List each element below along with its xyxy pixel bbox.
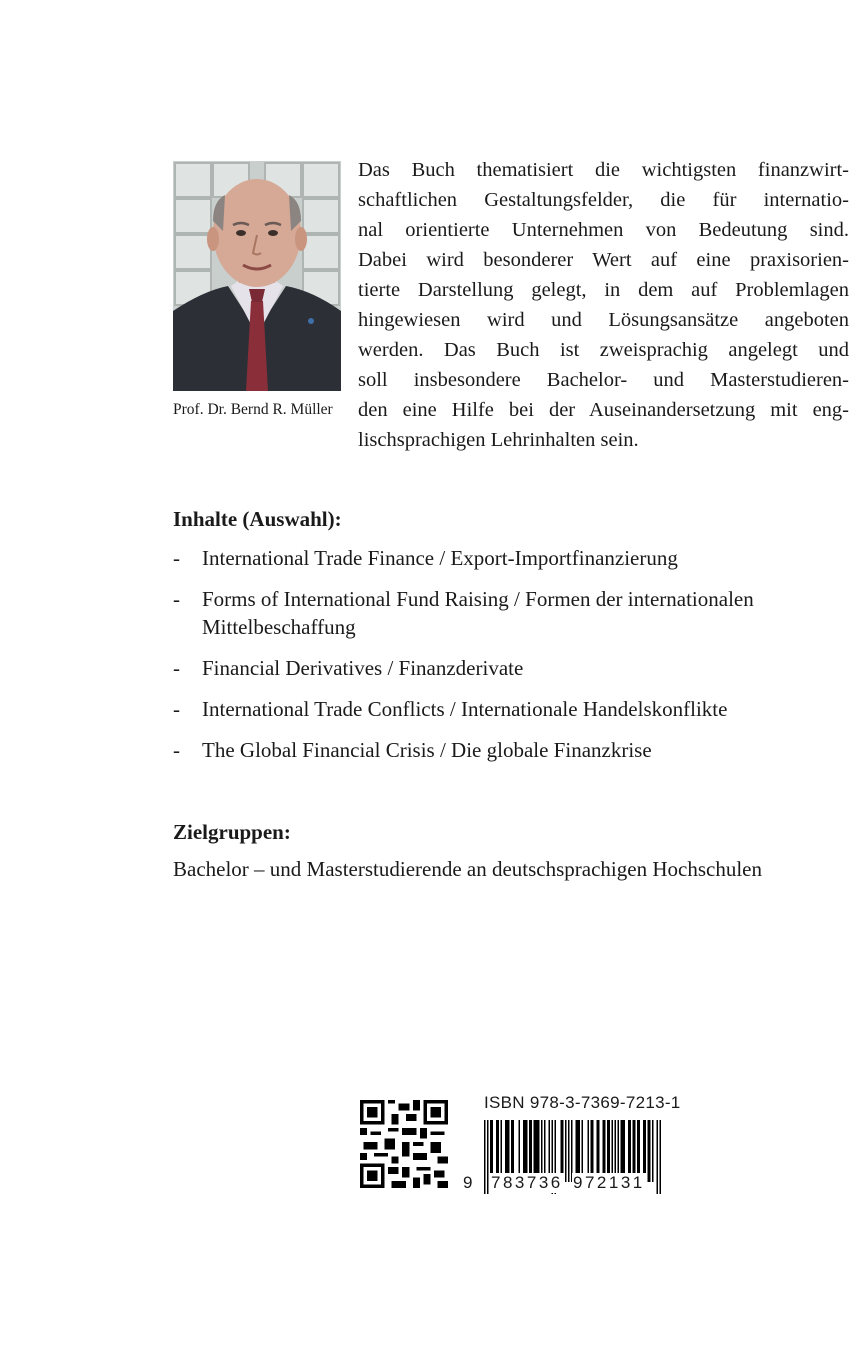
targets-text: Bachelor – und Masterstudierende an deutschsprachigen Hochschulen [173,857,762,881]
list-dash: - [173,546,180,570]
description-line: den eine Hilfe bei der Auseinandersetzung mit eng- [358,399,849,421]
isbn-label: ISBN 978-3-7369-7213-1 [484,1093,681,1112]
list-item [173,695,853,723]
description-line: Dabei wird besonderer Wert auf eine praxisorien- [358,249,849,271]
contents-heading: Inhalte (Auswahl): [173,507,342,531]
qr-code [360,1100,448,1188]
description-line: Das Buch thematisiert die wichtigsten finanzwirt- [358,159,849,181]
author-caption: Prof. Dr. Bernd R. Müller [173,401,333,418]
barcode-digits-left: 783736 [491,1173,563,1192]
list-item-text: International Trade Finance / Export-Importfinanzierung [202,546,678,570]
description-line: werden. Das Buch ist zweisprachig angelegt und [358,339,849,361]
description-line: hingewiesen wird und Lösungsansätze angeboten [358,309,849,331]
book-description [358,155,849,455]
barcode-digits [462,1171,672,1195]
targets-heading: Zielgruppen: [173,820,291,844]
list-dash: - [173,587,180,611]
list-item [173,736,853,764]
list-item [173,544,853,572]
description-line: schaftlichen Gestaltungsfelder, die für internatio- [358,189,849,211]
description-line: nal orientierte Unternehmen von Bedeutung sind. [358,219,849,241]
contents-list [173,544,853,764]
list-item [173,654,853,682]
list-item [173,585,853,641]
description-line: lischsprachigen Lehrinhalten sein. [358,429,639,451]
list-item-text: Forms of International Fund Raising / Formen der internationalen Mittelbeschaffung [202,587,754,639]
description-line: soll insbesondere Bachelor- und Masterstudieren- [358,369,849,391]
author-photo [173,161,341,391]
list-dash: - [173,697,180,721]
list-dash: - [173,738,180,762]
description-line: tierte Darstellung gelegt, in dem auf Problemlagen [358,279,849,301]
list-item-text: International Trade Conflicts / Internationale Handelskonflikte [202,697,728,721]
list-item-text: Financial Derivatives / Finanzderivate [202,656,524,680]
barcode-digits-right: 972131 [573,1173,645,1192]
barcode-digit-first: 9 [463,1173,473,1192]
list-dash: - [173,656,180,680]
list-item-text: The Global Financial Crisis / Die globale Finanzkrise [202,738,652,762]
